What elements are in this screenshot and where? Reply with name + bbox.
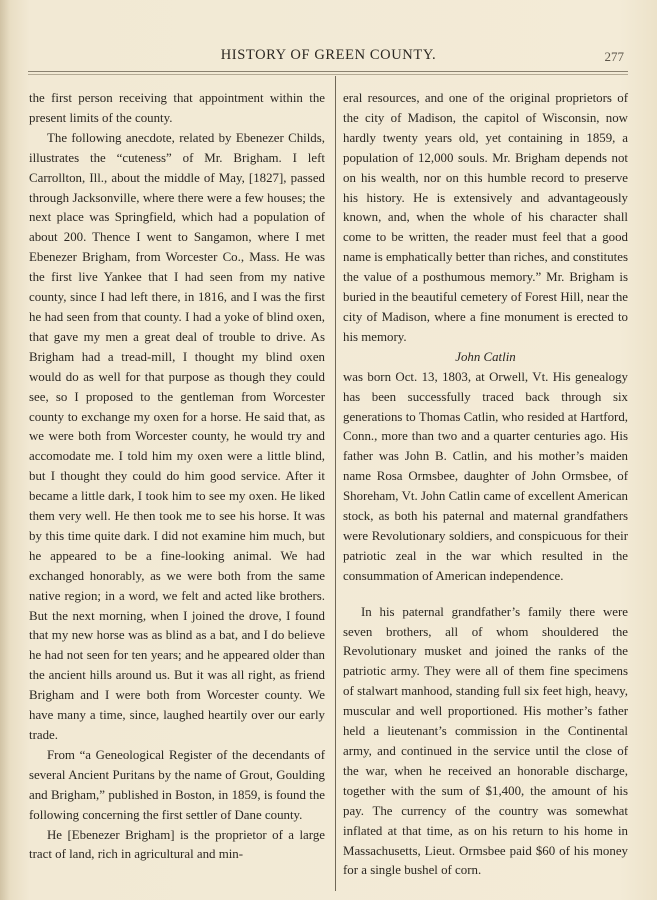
paragraph-continuation: the first person receiving that appointment within the present limits of the county. — [29, 91, 325, 125]
paragraph-gap — [343, 587, 628, 603]
left-column — [29, 89, 325, 865]
header-rule-secondary — [28, 74, 628, 75]
section-heading-john-catlin: John Catlin — [455, 349, 516, 364]
paragraph-anecdote: The following anecdote, related by Ebenezer Childs, illustrates the “cuteness” of Mr. Brigham. I left Carrollton, Ill., about the middle of May, [1827], passed through Jacksonville, where there were a few houses; the next place was Springfield, which had a population of about 200. Thence I went to Sangamon, where I met Ebenezer Brigham, from Worcester Co., Mass. He was the first live Yankee that I had seen from my native county, since I had left there, in 1816, and I was the first he had seen from that county. I had a yoke of blind oxen, that gave my men a great deal of trouble to drive. As Brigham had a tread-mill, I thought my blind oxen would do as well for that purpose as though they could see, so I proposed to the gentleman from Worcester county to exchange my oxen for a horse. He said that, as we were both from Worcester county, he would try and accomodate me. I told him my oxen were a little blind, but I thought they could do him good service. After it became a little dark, I took him to see my oxen. He liked them very well. He then took me to see his horse. It was by this time quite dark. I did not examine him much, but he appeared to be a fine-looking animal. We had exchanged honorably, as we were both from the same native region; in a word, we felt and acted like brothers. But the next morning, when I joined the drove, I found that my new horse was as blind as a bat, and I do believe he had not seen for ten years; and he appeared older than the ancient hills around us. But it was all right, as friend Brigham and I were both from Worcester county. We have many a time, since, laughed heartily over our early trade. — [29, 130, 325, 742]
paragraph-catlin-birth: was born Oct. 13, 1803, at Orwell, Vt. His genealogy has been successfully traced back through six generations to Thomas Catlin, who resided at Hartford, Conn., more than two and a quarter centuries ago. His father was John B. Catlin, and his mother’s maiden name Rosa Ormsbee, daughter of John Ormsbee, of Shoreham, Vt. John Catlin came of excellent American stock, as both his paternal and maternal grandfathers were Revolutionary soldiers, and conspicuous for their patriotic zeal in the war which resulted in the consummation of American independence. — [343, 369, 628, 583]
header-rule — [28, 71, 628, 72]
page-edge-shadow — [0, 0, 10, 900]
paragraph-brigham-land: He [Ebenezer Brigham] is the proprietor of a large tract of land, rich in agricultural and min- — [29, 827, 325, 862]
page-header — [0, 45, 657, 69]
column-divider — [335, 76, 336, 891]
paragraph-catlin-family: In his paternal grandfather’s family there were seven brothers, all of whom shouldered the Revolutionary musket and joined the ranks of the patriotic army. They were all of them fine specimens of stalwart manhood, standing full six feet high, heavy, muscular and well proportioned. His mother’s father held a lieutenant’s commission in the Continental army, and continued in the service until the close of the war, when he received an honorable discharge, together with the sum of $1,400, the amount of his pay. The currency of the country was somewhat inflated at that time, as on his return to his home in Massachusetts, Lieut. Ormsbee paid $60 of his money for a single bushel of corn. — [343, 604, 628, 878]
page-number: 277 — [604, 49, 624, 64]
running-title: HISTORY OF GREEN COUNTY. — [220, 47, 437, 63]
right-column — [343, 89, 628, 881]
paragraph-brigham-continued: eral resources, and one of the original proprietors of the city of Madison, the capitol of Wisconsin, now hardly twenty years old, yet containing in 1859, a population of 12,000 souls. Mr. Brigham depends not on his wealth, nor on this humble record to preserve his history. He is extensively and advantageously known, and, when the whole of his character shall come to be written, the reader must feel that a good name is emphatically better than riches, and constitutes the value of a posthumous memory.” Mr. Brigham is buried in the beautiful cemetery of Forest Hill, near the city of Madison, where a fine monument is erected to his memory. — [343, 91, 628, 344]
paragraph-register: From “a Geneological Register of the decendants of several Ancient Puritans by the name of Grout, Goulding and Brigham,” published in Boston, in 1859, is found the following concerning the first settler of Dane county. — [29, 747, 325, 822]
